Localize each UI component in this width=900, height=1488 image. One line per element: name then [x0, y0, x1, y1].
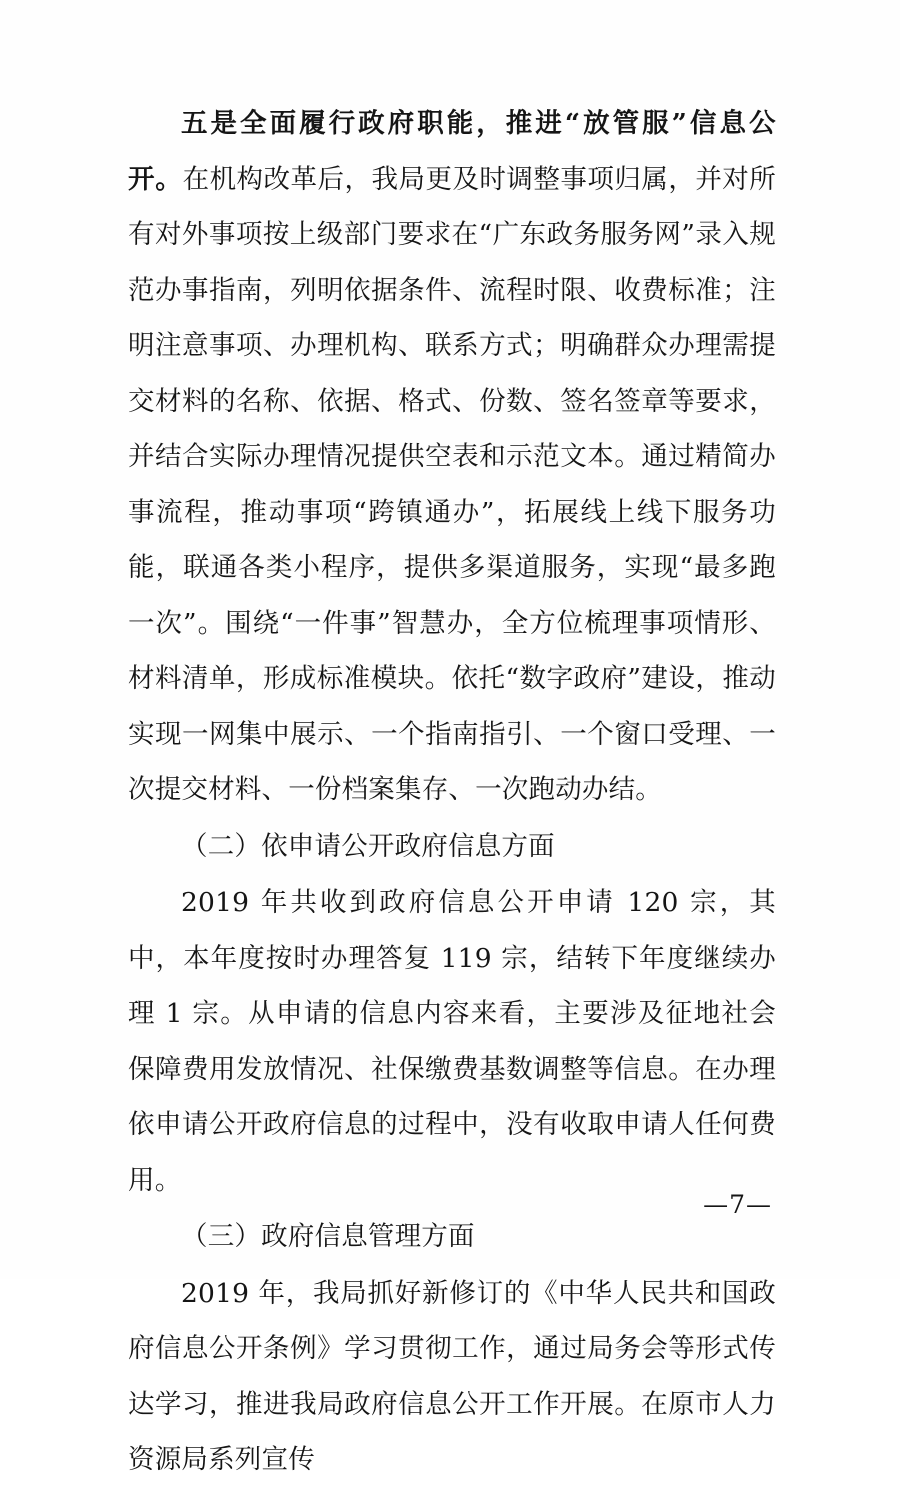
heading-section-two: （二）依申请公开政府信息方面	[181, 830, 555, 862]
paragraph-section-two-body: 2019 年共收到政府信息公开申请 120 宗，其中，本年度按时办理答复 119 宗，结转下年度继续办理 1 宗。从申请的信息内容来看，主要涉及征地社会保障费用发放情况、社保缴费基数调整等信息。在办理依申请公开政府信息的过程中，没有收取申请人任何费用。	[128, 887, 776, 1196]
paragraph-section-three-body: 2019 年，我局抓好新修订的《中华人民共和国政府信息公开条例》学习贯彻工作，通过局务会等形式传达学习，推进我局政府信息公开工作开展。在原市人力资源局系列宣传	[128, 1277, 776, 1475]
paragraph-lead-performance-duties: 五是全面履行政府职能，推进“放管服”信息公开。	[128, 108, 776, 195]
page-number: —7—	[703, 1190, 772, 1219]
paragraph-performance-duties	[128, 96, 776, 818]
heading-section-three: （三）政府信息管理方面	[181, 1221, 475, 1252]
paragraph-text-performance-duties: 在机构改革后，我局更及时调整事项归属，并对所有对外事项按上级部门要求在“广东政务服务网”录入规范办事指南，列明依据条件、流程时限、收费标准；注明注意事项、办理机构、联系方式；明确群众办理需提交材料的名称、依据、格式、份数、签名签章等要求，并结合实际办理情况提供空表和示范文本。通过精简办事流程，推动事项“跨镇通办”，拓展线上线下服务功能，联通各类小程序，提供多渠道服务，实现“最多跑一次”。围绕“一件事”智慧办，全方位梳理事项情形、材料清单，形成标准模块。依托“数字政府”建设，推动实现一网集中展示、一个指南指引、一个窗口受理、一次提交材料、一份档案集存、一次跑动办结。	[128, 163, 776, 805]
